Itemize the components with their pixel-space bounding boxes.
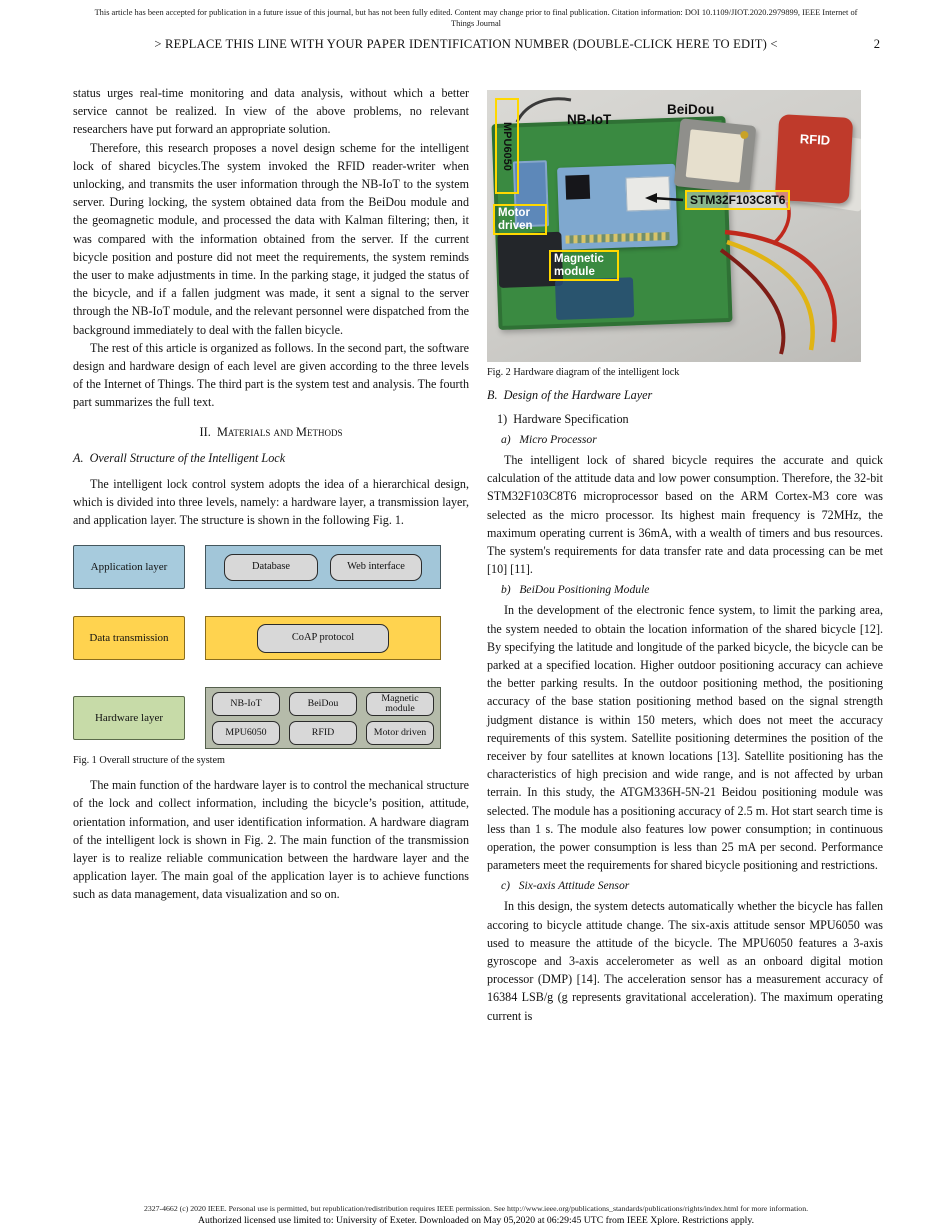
transmission-layer-container bbox=[205, 616, 441, 660]
heading-hardware-specification: 1) Hardware Specification bbox=[497, 412, 629, 426]
coap-protocol-box: CoAP protocol bbox=[257, 624, 389, 653]
running-head: > REPLACE THIS LINE WITH YOUR PAPER IDENTIFICATION NUMBER (DOUBLE-CLICK HERE TO EDIT) < bbox=[154, 37, 778, 51]
nbiot-box: NB-IoT bbox=[212, 692, 280, 716]
paragraph: Therefore, this research proposes a novel design scheme for the intelligent lock of shared bicycles.The system invoked the RFID reader-writer when unlocking, and transmits the user information through the NB-IoT to the system server. During locking, the system obtained data from the BeiDou module and the geomagnetic module, and processed the data with Kalman filtering; then, it was compared with the information obtained from the server. If the current bicycle position and posture did not meet the requirements, the system reminds the user to make adjustments in time. In the parking stage, it judged the status of the bicycle, and if a fallen judgment was made, it sent a signal to the server through the NB-IoT module, and the relevant personnel were dispatched from the background immediately to deal with the fallen bicycle. bbox=[73, 140, 469, 337]
database-box: Database bbox=[224, 554, 318, 581]
paragraph: In the development of the electronic fence system, to limit the parking area, the system needed to obtain the location information of the shared bicycle [12]. By specifying the latitude and longitude of the parked bicycle, the bicycle can be parked at a specified location. Higher outdoor positioning accuracy can achieve the better parking results. In the outdoor positioning method, the positioning accuracy of the base station positioning method based on the signal strength judgment distance is within 150 meters, which does not meet the accuracy requirements of this system. Satellite positioning determines the position of the receiver by four satellites at known locations [13]. Satellite positioning has the characteristics of high precision and wide range, and is not affected by urban terrain. In this study, the ATGM336H-5N-21 Beidou positioning module was selected. The module has a positioning accuracy of 2.5 m. Hot start search time is less than 1 s. The module also features low power consumption; in continuous operation, the power consumption is less than 25 mA per second. Performance parameters meet the requirements for shared bicycle positioning and restrictions. bbox=[487, 603, 883, 873]
mpu6050-box: MPU6050 bbox=[212, 721, 280, 745]
motor-driven-box: Motor driven bbox=[366, 721, 434, 745]
heading-attitude-sensor: c) Six-axis Attitude Sensor bbox=[501, 879, 630, 893]
figure2-photo bbox=[487, 90, 861, 362]
mpu6050-photo-label: MPU6050 bbox=[495, 98, 519, 194]
fig1-hardware-row bbox=[73, 687, 441, 749]
paragraph: status urges real-time monitoring and data analysis, without which a better service cannot be realized. In view of the above problems, no relevant researchers have put forward an appropriate solution. bbox=[73, 86, 469, 137]
subsection-heading-hardware-design: B. Design of the Hardware Layer bbox=[487, 388, 653, 402]
acceptance-notice bbox=[12, 7, 940, 30]
nbiot-photo-label: NB-IoT bbox=[567, 112, 612, 127]
acceptance-notice-line1: This article has been accepted for publication in a future issue of this journal, but has not been fully edited. Content may change prior to final publication. Citation information: DOI 10.1109/JIOT.2020.2979899, IEEE Internet of bbox=[94, 8, 858, 17]
fig1-transmission-row bbox=[73, 616, 441, 660]
application-layer-container bbox=[205, 545, 441, 589]
hardware-components-grid bbox=[212, 692, 434, 745]
rfid-box: RFID bbox=[289, 721, 357, 745]
motor-driven-photo-label: Motor driven bbox=[493, 204, 547, 235]
beidou-photo-label: BeiDou bbox=[667, 102, 715, 117]
stm32-photo-label: STM32F103C8T6 bbox=[685, 190, 790, 210]
paragraph: The main function of the hardware layer is to control the mechanical structure of the lock and collect information, including the bicycle’s position, attitude, orientation information, and user identification information. A hardware diagram of the intelligent lock is shown in Fig. 2. The main function of the transmission layer is to realize reliable communication between the hardware layer and the application layer. The main goal of the application layer is to achieve functions such as data management, data visualization and so on. bbox=[73, 778, 469, 902]
heading-micro-processor: a) Micro Processor bbox=[501, 433, 597, 446]
figure1-caption: Fig. 1 Overall structure of the system bbox=[73, 755, 225, 767]
section-heading-materials-methods: II. Materials and Methods bbox=[199, 424, 343, 439]
fig1-application-row bbox=[73, 545, 441, 589]
arrow-icon bbox=[645, 193, 683, 203]
paragraph: The rest of this article is organized as follows. In the second part, the software design and hardware design of each level are given according to the three levels of the Internet of Things. The third part is the system test and analysis. The fourth part summarizes the full text. bbox=[73, 340, 469, 410]
subsection-heading-overall-structure: A. Overall Structure of the Intelligent Lock bbox=[73, 450, 286, 465]
rfid-label: RFID bbox=[799, 131, 831, 148]
beidou-box: BeiDou bbox=[289, 692, 357, 716]
figure1-diagram bbox=[73, 545, 441, 749]
magnetic-module-photo-label: Magnetic module bbox=[549, 250, 619, 281]
copyright-notice: 2327-4662 (c) 2020 IEEE. Personal use is permitted, but republication/redistribution requires IEEE permission. See http://www.ieee.org/publications_standards/publications/rights/index.html for more information. bbox=[143, 1204, 809, 1213]
paragraph: The intelligent lock control system adopts the idea of a hierarchical design, which is divided into three levels, namely: a hardware layer, a transmission layer, and application layer. The structure is shown in the following Fig. 1. bbox=[73, 476, 469, 528]
heading-beidou-module: b) BeiDou Positioning Module bbox=[501, 583, 650, 597]
magnetic-module-box: Magnetic module bbox=[366, 692, 434, 716]
figure2-caption: Fig. 2 Hardware diagram of the intelligent lock bbox=[487, 367, 680, 378]
acceptance-notice-line2: Things Journal bbox=[450, 19, 501, 29]
right-column bbox=[487, 84, 883, 1025]
hardware-layer-container bbox=[205, 687, 441, 749]
license-notice: Authorized licensed use limited to: University of Exeter. Downloaded on May 05,2020 at 06:29:45 UTC from IEEE Xplore. Restrictions apply. bbox=[197, 1215, 755, 1226]
paragraph: The intelligent lock of shared bicycle requires the accurate and quick calculation of the attitude data and low power consumption. Therefore, the 32-bit STM32F103C8T6 microprocessor based on the ARM Cortex-M3 core was selected as the micro processor. Its highest main frequency is 72MHz, the maximum operating current is 36mA, with a wealth of timers and bus resources. The system's requirements for data transfer rate and data processing can be met [10] [11]. bbox=[487, 453, 883, 577]
hardware-layer-box: Hardware layer bbox=[73, 696, 185, 740]
web-interface-box: Web interface bbox=[330, 554, 422, 581]
application-layer-box: Application layer bbox=[73, 545, 185, 589]
left-column bbox=[73, 84, 469, 904]
page-number: 2 bbox=[873, 37, 880, 51]
paragraph: In this design, the system detects automatically whether the bicycle has fallen accoring to bicycle attitude change. The six-axis attitude sensor MPU6050 was used to measure the attitude of the bicycle. The MPU6050 features a 3-axis gyroscope and 3-axis accelerometer as well as an onboard digital motion processor (DMP) [14]. The acceleration sensor has a measurement accuracy of 16384 LSB/g (g represents gravitational acceleration). The maximum operating current is bbox=[487, 899, 883, 1023]
data-transmission-box: Data transmission bbox=[73, 616, 185, 660]
